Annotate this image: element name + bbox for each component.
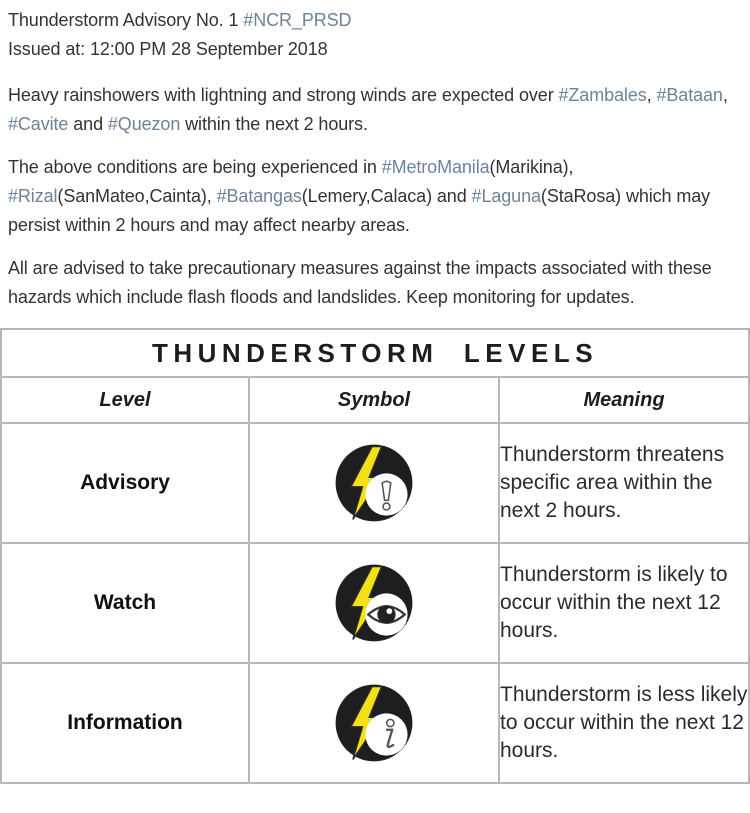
advisory-paragraph-1 bbox=[8, 81, 740, 139]
hashtag-metromanila[interactable]: #MetroManila bbox=[381, 157, 490, 177]
column-header-level-label: Level bbox=[99, 388, 151, 411]
lightning-exclamation-icon bbox=[326, 435, 422, 531]
advisory-paragraph-2 bbox=[8, 153, 740, 240]
hashtag-bataan[interactable]: #Bataan bbox=[656, 85, 723, 105]
hashtag-zambales[interactable]: #Zambales bbox=[558, 85, 647, 105]
column-header-meaning-label: Meaning bbox=[583, 388, 665, 411]
hashtag-rizal[interactable]: #Rizal bbox=[8, 186, 58, 206]
table-title: THUNDERSTORM LEVELS bbox=[151, 337, 599, 368]
table-row bbox=[0, 664, 750, 784]
meaning-cell-advisory bbox=[500, 424, 750, 544]
meaning-cell-information bbox=[500, 664, 750, 784]
advisory-text-block bbox=[0, 0, 750, 312]
para2-loc-4: (StaRosa) which may persist within 2 hours and may affect nearby areas. bbox=[8, 186, 711, 235]
para2-loc-1: (Marikina), bbox=[489, 157, 574, 177]
lightning-info-icon bbox=[326, 675, 422, 771]
column-header-symbol bbox=[250, 378, 500, 424]
column-header-meaning bbox=[500, 378, 750, 424]
level-cell-information bbox=[0, 664, 250, 784]
meaning-text-information: Thunderstorm is less likely to occur within the next 12 hours. bbox=[500, 683, 748, 762]
column-header-symbol-label: Symbol bbox=[337, 388, 411, 411]
column-header-level bbox=[0, 378, 250, 424]
hashtag-quezon[interactable]: #Quezon bbox=[107, 114, 181, 134]
para2-loc-3: (Lemery,Calaca) and bbox=[301, 186, 472, 206]
thunderstorm-levels-table bbox=[0, 330, 750, 784]
level-label-information: Information bbox=[67, 711, 183, 734]
lightning-eye-icon bbox=[326, 555, 422, 651]
symbol-cell-watch bbox=[250, 544, 500, 664]
level-label-watch: Watch bbox=[93, 591, 157, 614]
advisory-issued-line: Issued at: 12:00 PM 28 September 2018 bbox=[8, 39, 328, 59]
meaning-text-watch: Thunderstorm is likely to occur within the next 12 hours. bbox=[500, 563, 728, 642]
para1-sep-2: , bbox=[722, 85, 728, 105]
table-title-row bbox=[0, 330, 750, 378]
thunderstorm-levels-section bbox=[0, 328, 750, 784]
table-row bbox=[0, 424, 750, 544]
hashtag-ncr-prsd[interactable]: #NCR_PRSD bbox=[243, 10, 352, 30]
symbol-cell-advisory bbox=[250, 424, 500, 544]
para1-sep-3: and bbox=[68, 114, 108, 134]
meaning-cell-watch bbox=[500, 544, 750, 664]
advisory-headline bbox=[8, 6, 740, 64]
table-title-cell bbox=[0, 330, 750, 378]
hashtag-batangas[interactable]: #Batangas bbox=[216, 186, 302, 206]
para2-lead: The above conditions are being experienced in bbox=[8, 157, 382, 177]
para2-loc-2: (SanMateo,Cainta), bbox=[57, 186, 217, 206]
level-label-advisory: Advisory bbox=[80, 471, 170, 494]
hashtag-laguna[interactable]: #Laguna bbox=[471, 186, 541, 206]
level-cell-watch bbox=[0, 544, 250, 664]
meaning-text-advisory: Thunderstorm threatens specific area within the next 2 hours. bbox=[500, 443, 725, 522]
advisory-paragraph-3: All are advised to take precautionary measures against the impacts associated with these hazards which include flash floods and landslides. Keep monitoring for updates. bbox=[8, 258, 712, 307]
level-cell-advisory bbox=[0, 424, 250, 544]
para1-sep-1: , bbox=[646, 85, 657, 105]
table-header-row bbox=[0, 378, 750, 424]
hashtag-cavite[interactable]: #Cavite bbox=[8, 114, 69, 134]
para1-tail: within the next 2 hours. bbox=[180, 114, 368, 134]
advisory-headline-prefix: Thunderstorm Advisory No. 1 bbox=[8, 10, 244, 30]
symbol-cell-information bbox=[250, 664, 500, 784]
para1-lead: Heavy rainshowers with lightning and strong winds are expected over bbox=[8, 85, 559, 105]
table-row bbox=[0, 544, 750, 664]
